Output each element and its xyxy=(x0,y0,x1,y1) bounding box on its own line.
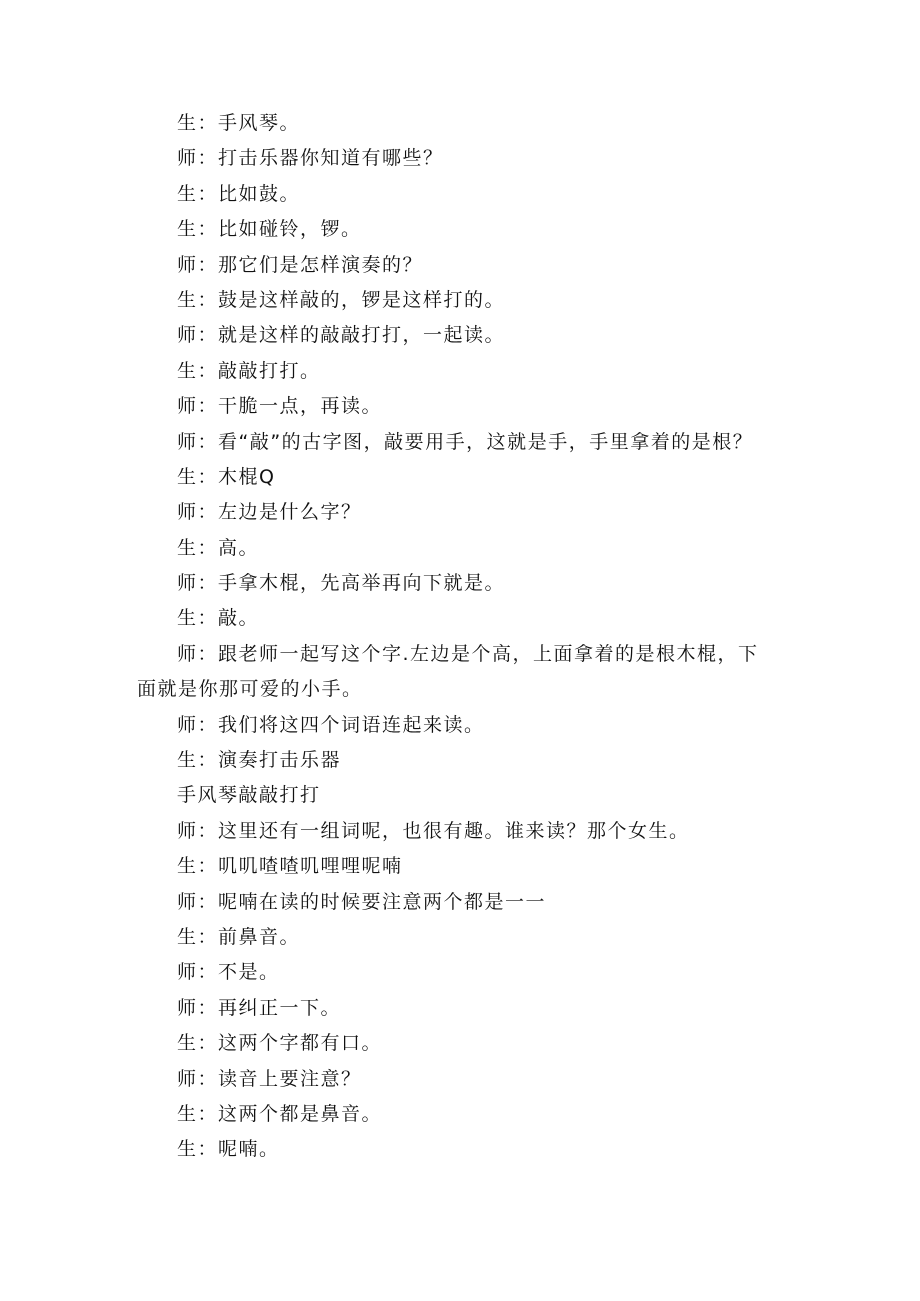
dialogue-line: 生：前鼻音。 xyxy=(177,926,301,949)
dialogue-line: 师：干脆一点，再读。 xyxy=(177,395,383,418)
dialogue-line: 生：木棍Q xyxy=(177,465,276,488)
dialogue-line: 生：手风琴。 xyxy=(177,112,301,134)
dialogue-line: 师：这里还有一组词呢，也很有趣。谁来读？那个女生。 xyxy=(177,819,690,842)
dialogue-line: 生：这两个字都有口。 xyxy=(177,1032,383,1055)
dialogue-line: 生：这两个都是鼻音。 xyxy=(177,1102,383,1125)
dialogue-line: 生：比如碰铃，锣。 xyxy=(177,218,362,241)
dialogue-line: 师：再纠正一下。 xyxy=(177,996,342,1019)
dialogue-line: 手风琴敲敲打打 xyxy=(177,784,321,807)
dialogue-line: 生：鼓是这样敲的，锣是这样打的。 xyxy=(177,288,506,311)
dialogue-line: 生：高。 xyxy=(177,536,260,559)
dialogue-transcript xyxy=(137,106,777,1168)
dialogue-line: 生：敲敲打打。 xyxy=(177,359,321,382)
dialogue-line: 师：看“敲”的古字图，敲要用手，这就是手，手里拿着的是根？ xyxy=(177,430,754,453)
dialogue-line: 师：左边是什么字？ xyxy=(177,501,362,524)
dialogue-line: 生：叽叽喳喳叽哩哩呢喃 xyxy=(177,855,403,878)
dialogue-line: 生：呢喃。 xyxy=(177,1138,280,1161)
dialogue-line: 师：那它们是怎样演奏的？ xyxy=(177,253,424,276)
dialogue-line: 师：就是这样的敲敲打打，一起读。 xyxy=(177,324,506,347)
dialogue-line: 师：我们将这四个词语连起来读。 xyxy=(177,713,485,736)
dialogue-line: 师：手拿木棍，先高举再向下就是。 xyxy=(177,572,506,595)
dialogue-line: 生：演奏打击乐器 xyxy=(177,749,342,772)
dialogue-line: 师：呢喃在读的时候要注意两个都是一一 xyxy=(177,890,547,913)
dialogue-line: 师：读音上要注意？ xyxy=(177,1067,362,1090)
dialogue-line: 生：敲。 xyxy=(177,607,260,630)
dialogue-line: 师：打击乐器你知道有哪些？ xyxy=(177,147,444,170)
dialogue-line: 师：跟老师一起写这个字.左边是个高，上面拿着的是根木棍，下面就是你那可爱的小手。 xyxy=(137,642,759,701)
dialogue-line: 师：不是。 xyxy=(177,961,280,984)
dialogue-line: 生：比如鼓。 xyxy=(177,182,301,205)
